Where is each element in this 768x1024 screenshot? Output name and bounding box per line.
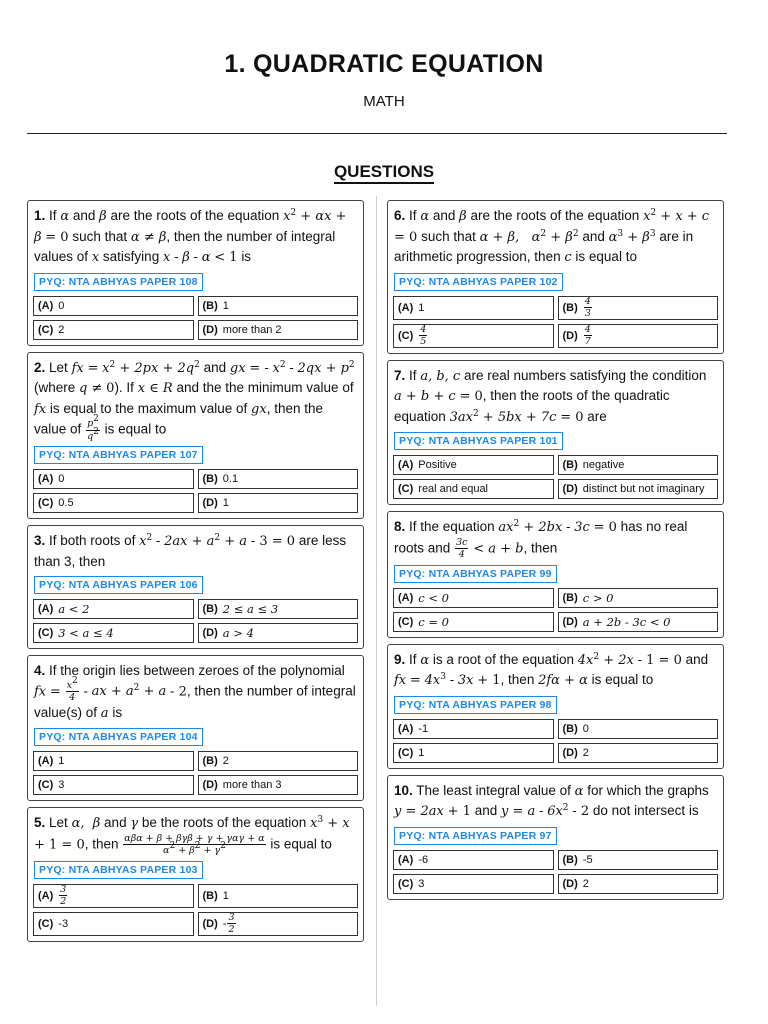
pyq-badge: PYQ: NTA ABHYAS PAPER 103 <box>34 861 203 879</box>
option-a[interactable]: (A) $\frac{3}{2}$ <box>33 884 194 908</box>
option-d[interactable]: (D) a > 4 <box>198 623 359 643</box>
question-card-5 <box>27 807 364 942</box>
question-stem: 9. If α is a root of the equation $4x^2 + 2x - 1 = 0$ and fx = $4x^3 - 3x + 1$, then 2fα + α is equal to <box>394 651 709 688</box>
option-b[interactable]: (B) 2 <box>198 751 359 771</box>
question-card-9 <box>387 644 724 769</box>
question-stem: 2. Let fx = $x^2 + 2px + 2q^2$ and gx = - $x^2 - 2qx + p^2$ (where q ≠ 0). If x ∈ R and the the minimum value of fx is equal to the maximum value of gx, then the value of $\frac{p^2}{q^2}$ is equal to <box>34 359 355 442</box>
option-b[interactable]: (B) 0 <box>558 719 719 739</box>
option-b[interactable]: (B) 2 ≤ a ≤ 3 <box>198 599 359 619</box>
options-grid <box>393 588 718 632</box>
option-d[interactable]: (D) more than 2 <box>198 320 359 340</box>
question-stem: 8. If the equation $ax^2 + 2bx - 3c = 0$ has no real roots and $\frac{3c}{4}$ < a + b, then <box>394 519 688 560</box>
option-c[interactable]: (C) 0.5 <box>33 493 194 513</box>
option-a[interactable]: (A) Positive <box>393 455 554 475</box>
option-d[interactable]: (D) 2 <box>558 743 719 763</box>
option-d[interactable]: (D) more than 3 <box>198 775 359 795</box>
questions-right-column <box>387 200 724 906</box>
option-a[interactable]: (A) 0 <box>33 469 194 489</box>
page-title: 1. QUADRATIC EQUATION <box>224 50 544 78</box>
option-a[interactable]: (A) -6 <box>393 850 554 870</box>
option-d[interactable]: (D) a + 2b - 3c < 0 <box>558 612 719 632</box>
option-b[interactable]: (B) 0.1 <box>198 469 359 489</box>
option-b[interactable]: (B) negative <box>558 455 719 475</box>
option-c[interactable]: (C) 3 <box>33 775 194 795</box>
pyq-badge: PYQ: NTA ABHYAS PAPER 98 <box>394 696 557 714</box>
option-d[interactable]: (D) 2 <box>558 874 719 894</box>
section-heading: QUESTIONS <box>0 162 768 182</box>
question-card-8 <box>387 511 724 638</box>
pyq-badge: PYQ: NTA ABHYAS PAPER 104 <box>34 728 203 746</box>
question-stem: 10. The least integral value of α for which the graphs y = 2ax + 1 and $y = a - 6x^2 - 2$ do not intersect is <box>394 782 709 819</box>
option-b[interactable]: (B) $\frac{4}{3}$ <box>558 296 719 320</box>
options-grid <box>393 719 718 763</box>
option-c[interactable]: (C) 3 < a ≤ 4 <box>33 623 194 643</box>
header-divider <box>27 133 727 134</box>
option-b[interactable]: (B) 1 <box>198 884 359 908</box>
question-stem: 6. If α and β are the roots of the equation $x^2 + x + c = 0$ such that α + β, $\alpha^2 + \beta^2$ and $\alpha^3 + \beta^3$ are in arithmetic progression, then c is equal to <box>394 208 710 265</box>
pyq-badge: PYQ: NTA ABHYAS PAPER 108 <box>34 273 203 291</box>
question-card-6 <box>387 200 724 354</box>
option-a[interactable]: (A) c < 0 <box>393 588 554 608</box>
question-card-7 <box>387 360 724 506</box>
option-a[interactable]: (A) 1 <box>393 296 554 320</box>
pyq-badge: PYQ: NTA ABHYAS PAPER 101 <box>394 432 563 450</box>
option-c[interactable]: (C) c = 0 <box>393 612 554 632</box>
column-divider <box>376 196 377 1006</box>
question-card-10 <box>387 775 724 900</box>
options-grid <box>33 599 358 643</box>
option-c[interactable]: (C) -3 <box>33 912 194 936</box>
option-a[interactable]: (A) 1 <box>33 751 194 771</box>
option-b[interactable]: (B) 1 <box>198 296 359 316</box>
question-card-3 <box>27 525 364 649</box>
pyq-badge: PYQ: NTA ABHYAS PAPER 99 <box>394 565 557 583</box>
questions-left-column <box>27 200 364 948</box>
option-b[interactable]: (B) -5 <box>558 850 719 870</box>
options-grid <box>33 469 358 513</box>
options-grid <box>33 296 358 340</box>
pyq-badge: PYQ: NTA ABHYAS PAPER 107 <box>34 446 203 464</box>
option-a[interactable]: (A) a < 2 <box>33 599 194 619</box>
options-grid <box>393 296 718 348</box>
options-grid <box>393 850 718 894</box>
question-card-1 <box>27 200 364 346</box>
question-stem: 3. If both roots of $x^2 - 2ax + a^2 + a - 3 = 0$ are less than 3, then <box>34 533 347 569</box>
option-a[interactable]: (A) 0 <box>33 296 194 316</box>
question-stem: 1. If α and β are the roots of the equation $x^2 + \alpha x + \beta = 0$ such that α ≠ β, then the number of integral values of x satisfying x - β - α < 1 is <box>34 208 347 265</box>
option-d[interactable]: (D) distinct but not imaginary <box>558 479 719 499</box>
option-d[interactable]: (D) 1 <box>198 493 359 513</box>
page-header <box>0 50 768 110</box>
pyq-badge: PYQ: NTA ABHYAS PAPER 97 <box>394 827 557 845</box>
option-c[interactable]: (C) 1 <box>393 743 554 763</box>
option-c[interactable]: (C) $\frac{4}{5}$ <box>393 324 554 348</box>
option-c[interactable]: (C) 2 <box>33 320 194 340</box>
question-card-2 <box>27 352 364 520</box>
question-stem: 7. If a, b, c are real numbers satisfying the condition a + b + c = 0, then the roots of the quadratic equation $3ax^2 + 5bx + 7c = 0$ are <box>394 367 707 425</box>
option-c[interactable]: (C) real and equal <box>393 479 554 499</box>
option-a[interactable]: (A) -1 <box>393 719 554 739</box>
options-grid <box>33 884 358 936</box>
question-card-4 <box>27 655 364 801</box>
option-c[interactable]: (C) 3 <box>393 874 554 894</box>
question-stem: 5. Let α, β and γ be the roots of the equation $x^3 + x + 1 = 0$, then $\frac{\text{αβα + β + βγβ + γ + γαγ + α}}{\alpha^2 + \beta^2 + \gamma^2}$ is equal to <box>34 815 350 856</box>
subject-label: MATH <box>363 93 405 110</box>
pyq-badge: PYQ: NTA ABHYAS PAPER 102 <box>394 273 563 291</box>
pyq-badge: PYQ: NTA ABHYAS PAPER 106 <box>34 576 203 594</box>
option-d[interactable]: (D) - $\frac{3}{2}$ <box>198 912 359 936</box>
options-grid <box>33 751 358 795</box>
question-stem: 4. If the origin lies between zeroes of the polynomial fx = $\frac{x^2}{4}$ - ax + $a^2 + a - 2$, then the number of integral value(s) of a is <box>34 663 356 721</box>
option-d[interactable]: (D) $\frac{4}{7}$ <box>558 324 719 348</box>
option-b[interactable]: (B) c > 0 <box>558 588 719 608</box>
options-grid <box>393 455 718 499</box>
